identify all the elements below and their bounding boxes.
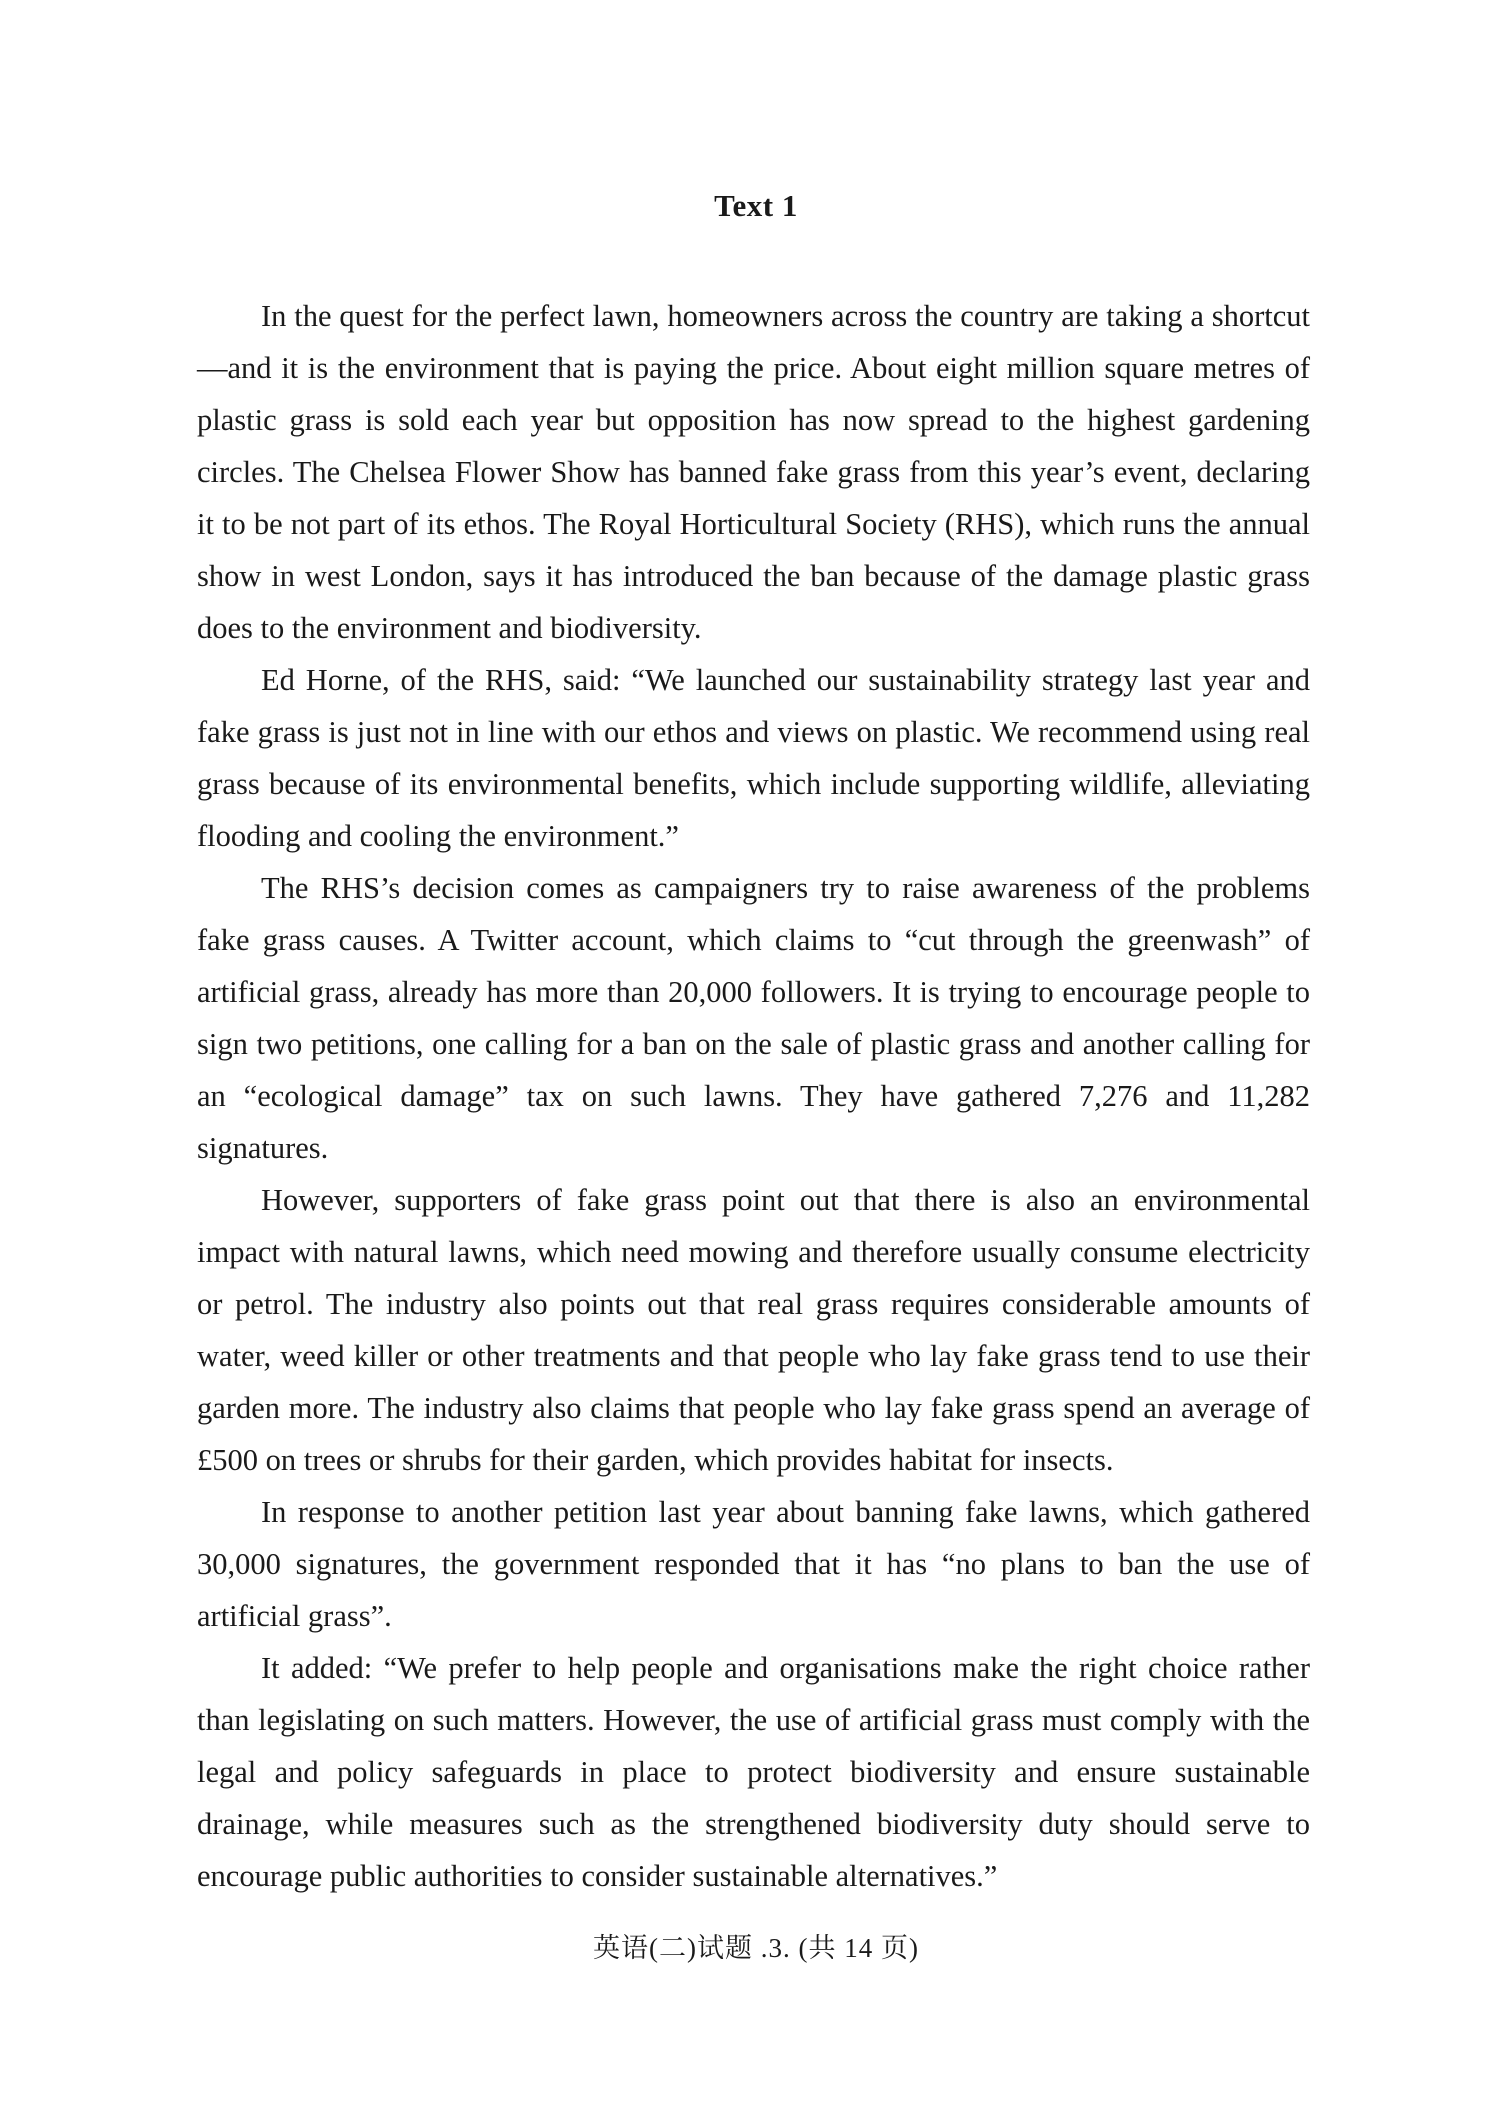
paragraph-1: In the quest for the perfect lawn, homeowners across the country are taking a shortcut—and it is the environment that is paying the price. About eight million square metres of plastic grass is sold each year but opposition has now spread to the highest gardening circles. The Chelsea Flower Show has banned fake grass from this year’s event, declaring it to be not part of its ethos. The Royal Horticultural Society (RHS), which runs the annual show in west London, says it has introduced the ban because of the damage plastic grass does to the environment and biodiversity. [197, 299, 1310, 645]
passage-body [197, 290, 1310, 1902]
page-footer: 英语(二)试题 .3. (共 14 页) [593, 1933, 919, 1963]
paragraph-5: In response to another petition last year about banning fake lawns, which gathered 30,000 signatures, the government responded that it has “no plans to ban the use of artificial grass”. [197, 1495, 1310, 1633]
paragraph-4: However, supporters of fake grass point out that there is also an environmental impact with natural lawns, which need mowing and therefore usually consume electricity or petrol. The industry also points out that real grass requires considerable amounts of water, weed killer or other treatments and that people who lay fake grass tend to use their garden more. The industry also claims that people who lay fake grass spend an average of £500 on trees or shrubs for their garden, which provides habitat for insects. [197, 1183, 1310, 1477]
paragraph-3: The RHS’s decision comes as campaigners try to raise awareness of the problems fake grass causes. A Twitter account, which claims to “cut through the greenwash” of artificial grass, already has more than 20,000 followers. It is trying to encourage people to sign two petitions, one calling for a ban on the sale of plastic grass and another calling for an “ecological damage” tax on such lawns. They have gathered 7,276 and 11,282 signatures. [197, 871, 1310, 1165]
paragraph-6: It added: “We prefer to help people and organisations make the right choice rather than legislating on such matters. However, the use of artificial grass must comply with the legal and policy safeguards in place to protect biodiversity and ensure sustainable drainage, while measures such as the strengthened biodiversity duty should serve to encourage public authorities to consider sustainable alternatives.” [197, 1651, 1310, 1893]
passage-title: Text 1 [714, 188, 798, 223]
paragraph-2: Ed Horne, of the RHS, said: “We launched our sustainability strategy last year and fake grass is just not in line with our ethos and views on plastic. We recommend using real grass because of its environmental benefits, which include supporting wildlife, alleviating flooding and cooling the environment.” [197, 663, 1310, 853]
